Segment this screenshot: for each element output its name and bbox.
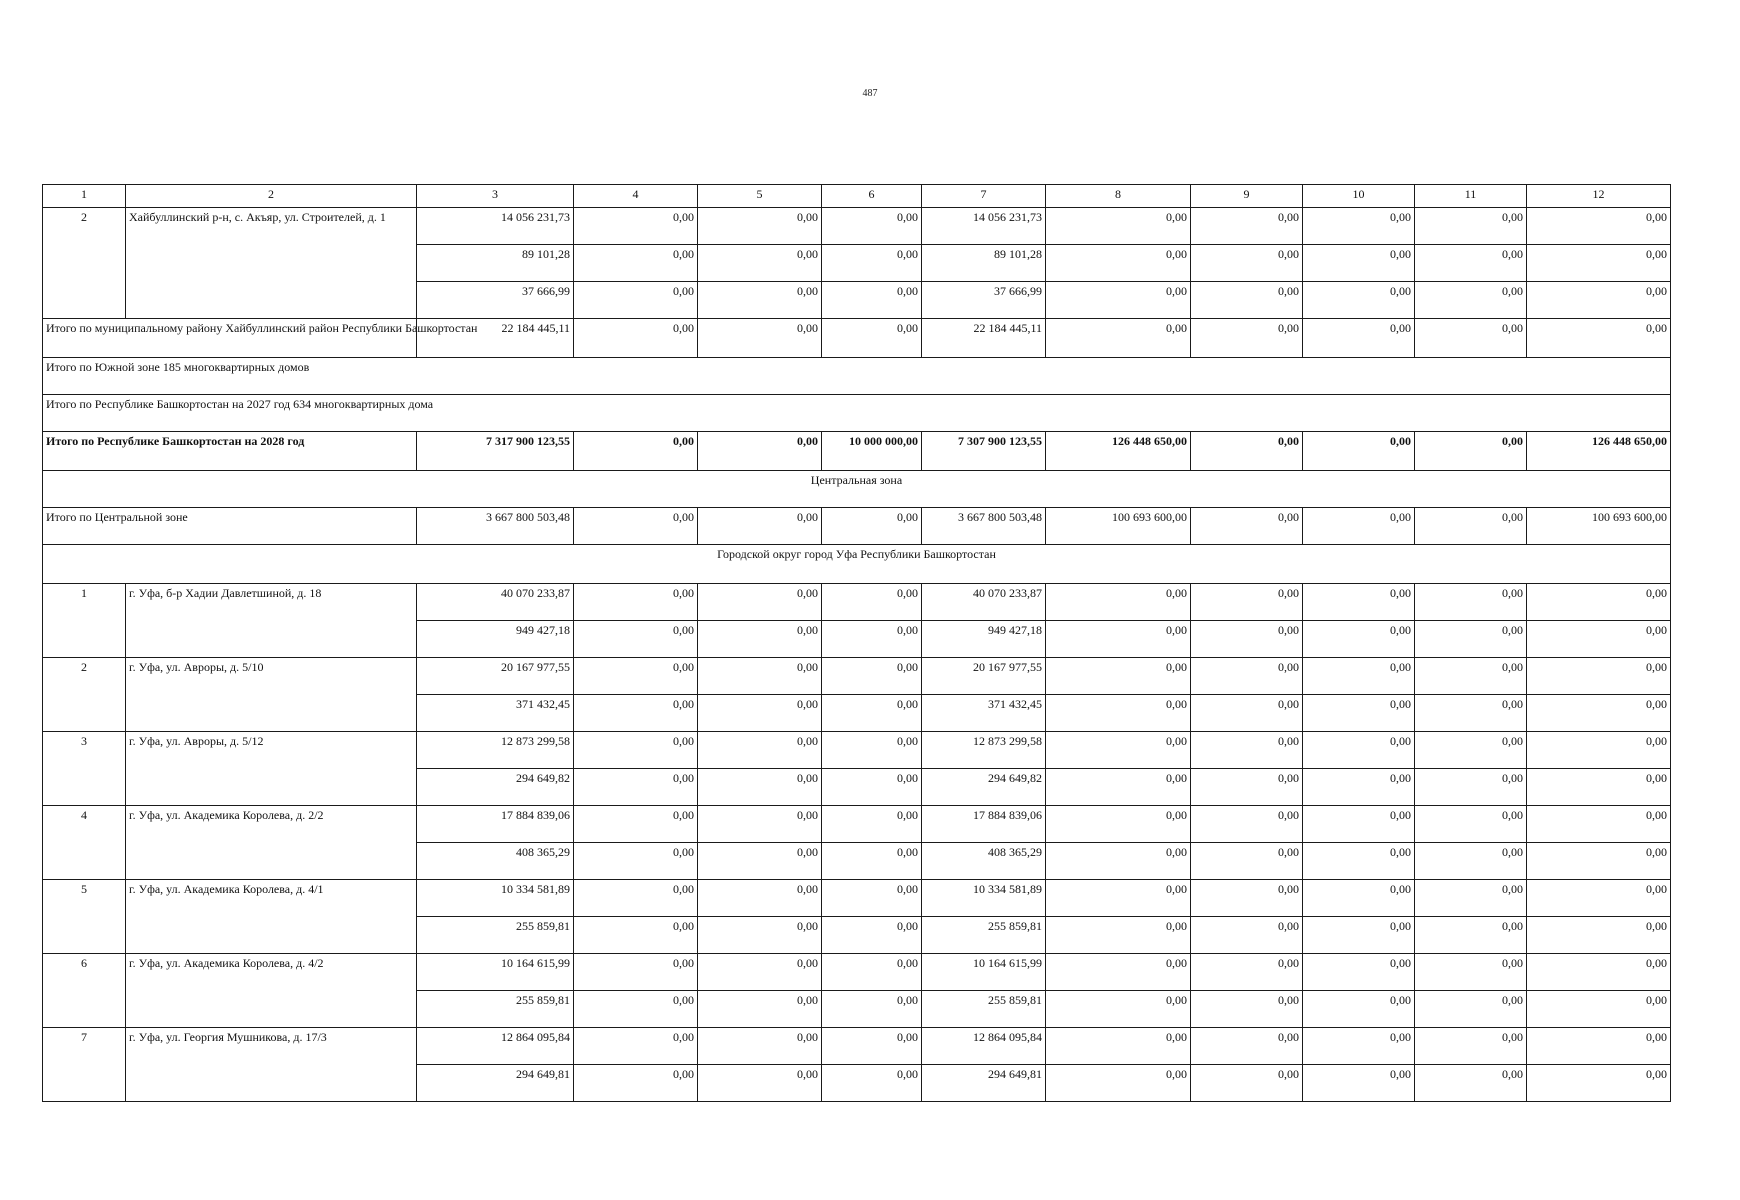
- amount-cell: 0,00: [1046, 584, 1191, 621]
- amount-cell: 0,00: [698, 245, 822, 282]
- amount-cell: 255 859,81: [922, 991, 1046, 1028]
- amount-cell: 0,00: [574, 880, 698, 917]
- address-cell: г. Уфа, ул. Академика Королева, д. 4/2: [126, 954, 417, 1028]
- amount-cell: 0,00: [1046, 621, 1191, 658]
- row-index-cell: 6: [43, 954, 126, 1028]
- amount-cell: 0,00: [1191, 1065, 1303, 1102]
- amount-cell: 0,00: [1303, 658, 1415, 695]
- amount-cell: 0,00: [574, 658, 698, 695]
- amount-cell: 0,00: [822, 806, 922, 843]
- amount-cell: 0,00: [1415, 1065, 1527, 1102]
- amount-cell: 20 167 977,55: [922, 658, 1046, 695]
- amount-cell: 0,00: [1303, 1028, 1415, 1065]
- amount-cell: 0,00: [822, 208, 922, 245]
- column-number-cell: 7: [922, 185, 1046, 208]
- amount-cell: 0,00: [1527, 806, 1671, 843]
- amount-cell: 0,00: [1303, 508, 1415, 545]
- amount-cell: 0,00: [822, 843, 922, 880]
- amount-cell: 0,00: [698, 658, 822, 695]
- amount-cell: 0,00: [822, 282, 922, 319]
- amount-cell: 10 000 000,00: [822, 432, 922, 471]
- republic-2027-total-row: [43, 395, 1671, 432]
- column-number-cell: 4: [574, 185, 698, 208]
- amount-cell: 17 884 839,06: [417, 806, 574, 843]
- column-number-cell: 2: [126, 185, 417, 208]
- amount-cell: 14 056 231,73: [922, 208, 1046, 245]
- district-total-row: [43, 319, 1671, 358]
- column-number-cell: 9: [1191, 185, 1303, 208]
- amount-cell: 0,00: [822, 695, 922, 732]
- amount-cell: 0,00: [574, 208, 698, 245]
- table-row: [43, 1028, 1671, 1065]
- amount-cell: 0,00: [1527, 621, 1671, 658]
- district-total-label: Итого по муниципальному району Хайбуллинский район Республики Башкортостан: [43, 319, 417, 358]
- amount-cell: 0,00: [1046, 319, 1191, 358]
- amount-cell: 0,00: [1046, 954, 1191, 991]
- amount-cell: 37 666,99: [922, 282, 1046, 319]
- amount-cell: 0,00: [574, 282, 698, 319]
- amount-cell: 0,00: [1191, 880, 1303, 917]
- amount-cell: 294 649,82: [417, 769, 574, 806]
- amount-cell: 0,00: [822, 917, 922, 954]
- republic-2027-total-label: Итого по Республике Башкортостан на 2027 год 634 многоквартирных дома: [43, 395, 1671, 432]
- amount-cell: 0,00: [1527, 319, 1671, 358]
- amount-cell: 0,00: [698, 1065, 822, 1102]
- amount-cell: 0,00: [574, 1028, 698, 1065]
- amount-cell: 0,00: [698, 1028, 822, 1065]
- amount-cell: 0,00: [574, 806, 698, 843]
- amount-cell: 0,00: [1527, 843, 1671, 880]
- amount-cell: 0,00: [574, 508, 698, 545]
- amount-cell: 100 693 600,00: [1527, 508, 1671, 545]
- amount-cell: 408 365,29: [417, 843, 574, 880]
- column-number-cell: 12: [1527, 185, 1671, 208]
- amount-cell: 0,00: [1046, 769, 1191, 806]
- column-number-cell: 5: [698, 185, 822, 208]
- amount-cell: 0,00: [1046, 806, 1191, 843]
- amount-cell: 0,00: [1191, 508, 1303, 545]
- amount-cell: 0,00: [574, 245, 698, 282]
- amount-cell: 0,00: [698, 843, 822, 880]
- amount-cell: 0,00: [1303, 319, 1415, 358]
- amount-cell: 0,00: [1046, 732, 1191, 769]
- row-index-cell: 1: [43, 584, 126, 658]
- amount-cell: 0,00: [1527, 695, 1671, 732]
- amount-cell: 0,00: [1303, 880, 1415, 917]
- amount-cell: 14 056 231,73: [417, 208, 574, 245]
- amount-cell: 0,00: [1303, 954, 1415, 991]
- amount-cell: 0,00: [698, 508, 822, 545]
- amount-cell: 7 317 900 123,55: [417, 432, 574, 471]
- amount-cell: 255 859,81: [417, 917, 574, 954]
- amount-cell: 0,00: [574, 917, 698, 954]
- amount-cell: 0,00: [1303, 584, 1415, 621]
- amount-cell: 0,00: [698, 880, 822, 917]
- amount-cell: 0,00: [1527, 208, 1671, 245]
- amount-cell: 0,00: [1415, 245, 1527, 282]
- amount-cell: 0,00: [698, 732, 822, 769]
- amount-cell: 10 334 581,89: [417, 880, 574, 917]
- amount-cell: 0,00: [1415, 621, 1527, 658]
- amount-cell: 0,00: [1303, 769, 1415, 806]
- amount-cell: 0,00: [1191, 658, 1303, 695]
- amount-cell: 20 167 977,55: [417, 658, 574, 695]
- amount-cell: 37 666,99: [417, 282, 574, 319]
- amount-cell: 0,00: [1415, 732, 1527, 769]
- amount-cell: 40 070 233,87: [417, 584, 574, 621]
- ufa-district-header: Городской округ город Уфа Республики Башкортостан: [43, 545, 1671, 584]
- amount-cell: 255 859,81: [417, 991, 574, 1028]
- amount-cell: 0,00: [1527, 1028, 1671, 1065]
- amount-cell: 0,00: [822, 245, 922, 282]
- amount-cell: 0,00: [1415, 508, 1527, 545]
- amount-cell: 0,00: [1303, 282, 1415, 319]
- amount-cell: 0,00: [1303, 621, 1415, 658]
- amount-cell: 0,00: [1303, 245, 1415, 282]
- amount-cell: 0,00: [574, 769, 698, 806]
- address-cell: г. Уфа, ул. Авроры, д. 5/10: [126, 658, 417, 732]
- central-zone-header-row: [43, 471, 1671, 508]
- republic-2028-total-row: [43, 432, 1671, 471]
- amount-cell: 126 448 650,00: [1046, 432, 1191, 471]
- amount-cell: 0,00: [1191, 991, 1303, 1028]
- address-cell: г. Уфа, б-р Хадии Давлетшиной, д. 18: [126, 584, 417, 658]
- central-zone-header: Центральная зона: [43, 471, 1671, 508]
- amount-cell: 0,00: [822, 991, 922, 1028]
- amount-cell: 12 864 095,84: [417, 1028, 574, 1065]
- republic-2028-total-label: Итого по Республике Башкортостан на 2028 год: [43, 432, 417, 471]
- amount-cell: 0,00: [1191, 954, 1303, 991]
- amount-cell: 408 365,29: [922, 843, 1046, 880]
- amount-cell: 10 334 581,89: [922, 880, 1046, 917]
- amount-cell: 17 884 839,06: [922, 806, 1046, 843]
- amount-cell: 0,00: [1415, 208, 1527, 245]
- amount-cell: 0,00: [1415, 843, 1527, 880]
- amount-cell: 0,00: [1191, 843, 1303, 880]
- amount-cell: 0,00: [1191, 282, 1303, 319]
- amount-cell: 0,00: [1046, 282, 1191, 319]
- amount-cell: 371 432,45: [417, 695, 574, 732]
- table-row: [43, 732, 1671, 769]
- table-row: [43, 880, 1671, 917]
- amount-cell: 0,00: [1046, 880, 1191, 917]
- address-cell: г. Уфа, ул. Академика Королева, д. 2/2: [126, 806, 417, 880]
- amount-cell: 0,00: [1191, 208, 1303, 245]
- amount-cell: 0,00: [1415, 769, 1527, 806]
- amount-cell: 0,00: [1527, 658, 1671, 695]
- amount-cell: 0,00: [1191, 584, 1303, 621]
- amount-cell: 0,00: [698, 917, 822, 954]
- amount-cell: 0,00: [1415, 917, 1527, 954]
- column-number-cell: 10: [1303, 185, 1415, 208]
- amount-cell: 0,00: [698, 282, 822, 319]
- amount-cell: 0,00: [1191, 319, 1303, 358]
- amount-cell: 3 667 800 503,48: [417, 508, 574, 545]
- address-cell: г. Уфа, ул. Георгия Мушникова, д. 17/3: [126, 1028, 417, 1102]
- amount-cell: 371 432,45: [922, 695, 1046, 732]
- amount-cell: 255 859,81: [922, 917, 1046, 954]
- amount-cell: 0,00: [1527, 880, 1671, 917]
- amount-cell: 0,00: [1527, 584, 1671, 621]
- amount-cell: 0,00: [1303, 432, 1415, 471]
- amount-cell: 0,00: [822, 1028, 922, 1065]
- amount-cell: 0,00: [698, 769, 822, 806]
- amount-cell: 22 184 445,11: [417, 319, 574, 358]
- amount-cell: 0,00: [1527, 954, 1671, 991]
- amount-cell: 949 427,18: [922, 621, 1046, 658]
- amount-cell: 7 307 900 123,55: [922, 432, 1046, 471]
- row-index-cell: 5: [43, 880, 126, 954]
- amount-cell: 0,00: [822, 769, 922, 806]
- row-index-cell: 2: [43, 208, 126, 319]
- address-cell: г. Уфа, ул. Авроры, д. 5/12: [126, 732, 417, 806]
- amount-cell: 0,00: [1415, 282, 1527, 319]
- amount-cell: 0,00: [574, 843, 698, 880]
- amount-cell: 0,00: [1527, 1065, 1671, 1102]
- amount-cell: 0,00: [1303, 991, 1415, 1028]
- amount-cell: 0,00: [1303, 917, 1415, 954]
- amount-cell: 0,00: [698, 621, 822, 658]
- amount-cell: 0,00: [574, 319, 698, 358]
- amount-cell: 0,00: [1191, 245, 1303, 282]
- amount-cell: 126 448 650,00: [1527, 432, 1671, 471]
- row-index-cell: 7: [43, 1028, 126, 1102]
- amount-cell: 0,00: [574, 695, 698, 732]
- amount-cell: 0,00: [1046, 1065, 1191, 1102]
- amount-cell: 0,00: [1415, 806, 1527, 843]
- amount-cell: 0,00: [698, 954, 822, 991]
- address-cell: г. Уфа, ул. Академика Королева, д. 4/1: [126, 880, 417, 954]
- table-row: [43, 806, 1671, 843]
- amount-cell: 10 164 615,99: [922, 954, 1046, 991]
- amount-cell: 0,00: [698, 806, 822, 843]
- central-zone-total-row: [43, 508, 1671, 545]
- amount-cell: 0,00: [1046, 1028, 1191, 1065]
- amount-cell: 10 164 615,99: [417, 954, 574, 991]
- amount-cell: 0,00: [822, 658, 922, 695]
- amount-cell: 22 184 445,11: [922, 319, 1046, 358]
- amount-cell: 0,00: [574, 432, 698, 471]
- amount-cell: 0,00: [574, 991, 698, 1028]
- row-index-cell: 4: [43, 806, 126, 880]
- amount-cell: 0,00: [1303, 695, 1415, 732]
- row-index-cell: 3: [43, 732, 126, 806]
- amount-cell: 294 649,81: [922, 1065, 1046, 1102]
- amount-cell: 12 864 095,84: [922, 1028, 1046, 1065]
- amount-cell: 12 873 299,58: [922, 732, 1046, 769]
- amount-cell: 949 427,18: [417, 621, 574, 658]
- amount-cell: 0,00: [1415, 880, 1527, 917]
- amount-cell: 0,00: [1415, 319, 1527, 358]
- amount-cell: 0,00: [822, 1065, 922, 1102]
- amount-cell: 0,00: [1527, 245, 1671, 282]
- amount-cell: 0,00: [1303, 732, 1415, 769]
- amount-cell: 0,00: [1415, 991, 1527, 1028]
- amount-cell: 40 070 233,87: [922, 584, 1046, 621]
- amount-cell: 0,00: [1527, 991, 1671, 1028]
- table-row: [43, 208, 1671, 245]
- amount-cell: 0,00: [1046, 208, 1191, 245]
- amount-cell: 0,00: [822, 732, 922, 769]
- amount-cell: 0,00: [1303, 806, 1415, 843]
- amount-cell: 0,00: [1527, 769, 1671, 806]
- amount-cell: 0,00: [822, 954, 922, 991]
- address-cell: Хайбуллинский р-н, с. Акъяр, ул. Строителей, д. 1: [126, 208, 417, 319]
- table-row: [43, 954, 1671, 991]
- amount-cell: 100 693 600,00: [1046, 508, 1191, 545]
- column-number-cell: 1: [43, 185, 126, 208]
- table-row: [43, 584, 1671, 621]
- amount-cell: 0,00: [822, 584, 922, 621]
- amount-cell: 0,00: [574, 621, 698, 658]
- column-number-cell: 3: [417, 185, 574, 208]
- amount-cell: 0,00: [1415, 432, 1527, 471]
- column-number-cell: 8: [1046, 185, 1191, 208]
- amount-cell: 0,00: [1415, 1028, 1527, 1065]
- repair-program-table: [42, 184, 1671, 1102]
- amount-cell: 0,00: [1303, 208, 1415, 245]
- amount-cell: 0,00: [1415, 658, 1527, 695]
- amount-cell: 0,00: [1191, 621, 1303, 658]
- amount-cell: 0,00: [574, 732, 698, 769]
- amount-cell: 0,00: [822, 508, 922, 545]
- amount-cell: 0,00: [1191, 732, 1303, 769]
- amount-cell: 0,00: [698, 991, 822, 1028]
- amount-cell: 0,00: [1046, 917, 1191, 954]
- amount-cell: 0,00: [698, 208, 822, 245]
- amount-cell: 0,00: [698, 584, 822, 621]
- amount-cell: 89 101,28: [417, 245, 574, 282]
- amount-cell: 0,00: [1415, 695, 1527, 732]
- header-row: [43, 185, 1671, 208]
- amount-cell: 0,00: [1191, 1028, 1303, 1065]
- south-zone-total-row: [43, 358, 1671, 395]
- amount-cell: 0,00: [698, 695, 822, 732]
- amount-cell: 0,00: [1191, 769, 1303, 806]
- amount-cell: 0,00: [1046, 245, 1191, 282]
- ufa-header-row: [43, 545, 1671, 584]
- amount-cell: 0,00: [574, 1065, 698, 1102]
- amount-cell: 0,00: [1191, 917, 1303, 954]
- table-row: [43, 658, 1671, 695]
- amount-cell: 0,00: [698, 432, 822, 471]
- page-number: 487: [862, 88, 878, 99]
- amount-cell: 0,00: [1046, 658, 1191, 695]
- central-zone-total-label: Итого по Центральной зоне: [43, 508, 417, 545]
- amount-cell: 0,00: [1191, 432, 1303, 471]
- row-index-cell: 2: [43, 658, 126, 732]
- amount-cell: 0,00: [1527, 282, 1671, 319]
- amount-cell: 0,00: [822, 621, 922, 658]
- amount-cell: 0,00: [822, 319, 922, 358]
- amount-cell: 12 873 299,58: [417, 732, 574, 769]
- amount-cell: 0,00: [1046, 695, 1191, 732]
- amount-cell: 294 649,81: [417, 1065, 574, 1102]
- amount-cell: 0,00: [1191, 806, 1303, 843]
- amount-cell: 0,00: [698, 319, 822, 358]
- amount-cell: 0,00: [822, 880, 922, 917]
- column-number-cell: 6: [822, 185, 922, 208]
- amount-cell: 89 101,28: [922, 245, 1046, 282]
- amount-cell: 0,00: [1046, 843, 1191, 880]
- column-number-cell: 11: [1415, 185, 1527, 208]
- amount-cell: 0,00: [574, 954, 698, 991]
- amount-cell: 0,00: [1303, 1065, 1415, 1102]
- amount-cell: 0,00: [1191, 695, 1303, 732]
- amount-cell: 0,00: [1527, 917, 1671, 954]
- amount-cell: 0,00: [1527, 732, 1671, 769]
- amount-cell: 3 667 800 503,48: [922, 508, 1046, 545]
- south-zone-total-label: Итого по Южной зоне 185 многоквартирных домов: [43, 358, 1671, 395]
- amount-cell: 0,00: [1046, 991, 1191, 1028]
- amount-cell: 0,00: [574, 584, 698, 621]
- amount-cell: 0,00: [1415, 954, 1527, 991]
- amount-cell: 294 649,82: [922, 769, 1046, 806]
- amount-cell: 0,00: [1303, 843, 1415, 880]
- amount-cell: 0,00: [1415, 584, 1527, 621]
